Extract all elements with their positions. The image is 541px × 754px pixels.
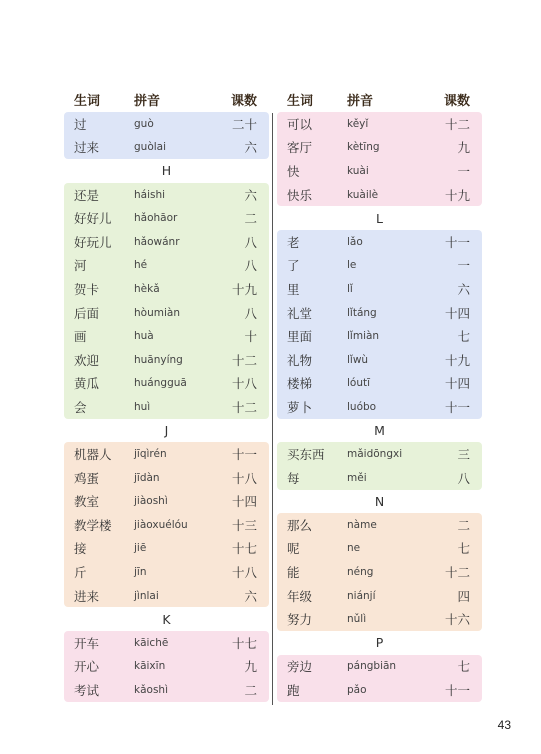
vocab-word: 好玩儿 — [74, 234, 112, 250]
vocab-pinyin: jìnlai — [134, 589, 159, 602]
vocab-word: 萝卜 — [287, 399, 313, 415]
vocab-pinyin: huānyíng — [134, 353, 183, 366]
vocab-row — [277, 301, 482, 325]
vocab-word: 贺卡 — [74, 281, 100, 297]
vocab-pinyin: hèkǎ — [134, 282, 160, 295]
vocab-word: 快乐 — [287, 187, 313, 203]
vocab-lesson: 十八 — [231, 376, 257, 392]
vocab-row — [64, 348, 269, 372]
header-pinyin: 拼音 — [134, 93, 161, 109]
vocab-word: 快 — [287, 163, 300, 179]
vocab-row — [277, 372, 482, 396]
vocab-lesson: 七 — [457, 659, 470, 675]
vocab-row — [277, 537, 482, 561]
vocab-row — [277, 136, 482, 160]
vocab-word: 还是 — [74, 187, 100, 203]
vocab-pinyin: kuài — [347, 164, 369, 177]
vocab-lesson: 十三 — [231, 517, 257, 533]
vocab-lesson: 一 — [457, 163, 470, 179]
vocab-row — [64, 136, 269, 160]
vocab-pinyin: néng — [347, 566, 374, 579]
vocab-word: 鸡蛋 — [74, 470, 100, 486]
vocab-row — [277, 277, 482, 301]
vocab-lesson: 六 — [244, 140, 257, 156]
vocab-word: 跑 — [287, 683, 300, 699]
letter-heading: L — [376, 210, 383, 226]
vocab-pinyin: hé — [134, 259, 148, 272]
left-column-header — [64, 86, 269, 112]
vocab-pinyin: lǐtáng — [347, 306, 377, 319]
vocab-row — [64, 206, 269, 230]
vocab-lesson: 十二 — [231, 352, 257, 368]
vocab-word: 了 — [287, 258, 300, 274]
vocab-lesson: 十一 — [231, 447, 257, 463]
vocab-lesson: 二十 — [231, 116, 257, 132]
vocab-pinyin: pǎo — [347, 684, 367, 697]
vocab-row — [64, 183, 269, 207]
letter-heading: J — [164, 423, 169, 439]
header-lesson: 课数 — [230, 93, 257, 109]
vocab-word: 呢 — [287, 541, 300, 557]
vocab-row — [64, 442, 269, 466]
vocab-pinyin: nàme — [347, 518, 377, 531]
vocab-row — [64, 230, 269, 254]
vocab-pinyin: huángguā — [134, 377, 187, 390]
vocab-lesson: 十六 — [444, 612, 470, 628]
letter-heading: P — [375, 635, 384, 651]
vocab-lesson: 十四 — [231, 494, 257, 510]
vocab-lesson: 七 — [457, 541, 470, 557]
vocab-pinyin: jīqìrén — [134, 448, 167, 461]
vocab-group — [277, 513, 482, 631]
vocab-word: 河 — [74, 258, 87, 274]
vocab-row — [64, 277, 269, 301]
vocab-row — [64, 301, 269, 325]
vocab-row — [64, 560, 269, 584]
vocab-pinyin: niánjí — [347, 589, 376, 602]
vocab-row — [64, 490, 269, 514]
vocab-word: 老 — [287, 234, 300, 250]
vocab-lesson: 三 — [457, 447, 470, 463]
vocab-row — [277, 607, 482, 631]
vocab-group — [64, 183, 269, 419]
header-word: 生词 — [287, 93, 314, 109]
vocab-pinyin: luóbo — [347, 400, 377, 413]
vocab-pinyin: guò — [134, 117, 154, 130]
vocab-word: 画 — [74, 329, 87, 345]
vocab-lesson: 十七 — [231, 635, 257, 651]
vocab-lesson: 十九 — [444, 187, 470, 203]
vocab-row — [64, 678, 269, 702]
vocab-word: 客厅 — [287, 140, 313, 156]
vocab-pinyin: huà — [134, 330, 154, 343]
vocab-row — [277, 513, 482, 537]
vocab-word: 欢迎 — [74, 352, 100, 368]
vocab-word: 会 — [74, 399, 87, 415]
letter-heading: K — [162, 611, 171, 627]
vocab-lesson: 九 — [244, 659, 257, 675]
vocab-row — [64, 254, 269, 278]
vocab-lesson: 七 — [457, 329, 470, 345]
vocab-pinyin: lǐmiàn — [347, 330, 380, 343]
right-column-header — [277, 86, 482, 112]
vocab-row — [277, 254, 482, 278]
vocab-word: 过 — [74, 116, 87, 132]
vocab-lesson: 十四 — [444, 376, 470, 392]
vocab-lesson: 二 — [244, 683, 257, 699]
vocab-word: 礼物 — [287, 352, 313, 368]
vocab-word: 里 — [287, 281, 300, 297]
vocab-lesson: 二 — [244, 211, 257, 227]
vocab-pinyin: lóutī — [347, 377, 371, 390]
vocab-word: 黄瓜 — [74, 376, 100, 392]
vocab-word: 教室 — [74, 494, 100, 510]
vocab-row — [277, 442, 482, 466]
vocab-pinyin: lǐwù — [347, 353, 369, 366]
vocab-row — [277, 159, 482, 183]
vocab-lesson: 十八 — [231, 565, 257, 581]
vocab-word: 接 — [74, 541, 87, 557]
vocab-pinyin: hòumiàn — [134, 306, 180, 319]
vocab-row — [64, 537, 269, 561]
vocab-word: 后面 — [74, 305, 100, 321]
vocab-lesson: 八 — [244, 234, 257, 250]
vocab-word: 好好儿 — [74, 211, 112, 227]
vocab-lesson: 十九 — [444, 352, 470, 368]
header-lesson: 课数 — [443, 93, 470, 109]
vocab-word: 礼堂 — [287, 305, 313, 321]
vocab-lesson: 八 — [457, 470, 470, 486]
letter-heading: H — [161, 163, 172, 179]
vocab-word: 年级 — [287, 588, 313, 604]
vocab-lesson: 十一 — [444, 683, 470, 699]
vocab-lesson: 六 — [244, 187, 257, 203]
vocab-lesson: 一 — [457, 258, 470, 274]
vocab-lesson: 九 — [457, 140, 470, 156]
vocab-pinyin: jiàoxuélóu — [134, 518, 188, 531]
vocab-lesson: 六 — [244, 588, 257, 604]
vocab-row — [64, 112, 269, 136]
vocab-pinyin: nǔlì — [347, 613, 367, 626]
vocab-row — [277, 466, 482, 490]
vocab-pinyin: kěyǐ — [347, 117, 369, 130]
vocab-row — [64, 513, 269, 537]
vocab-pinyin: jīn — [134, 566, 147, 579]
vocab-word: 旁边 — [287, 659, 313, 675]
vocab-pinyin: hǎowánr — [134, 235, 180, 248]
vocab-lesson: 十四 — [444, 305, 470, 321]
vocab-lesson: 二 — [457, 517, 470, 533]
vocab-pinyin: kuàilè — [347, 188, 379, 201]
vocab-lesson: 十一 — [444, 234, 470, 250]
vocab-pinyin: kāixīn — [134, 660, 166, 673]
vocab-pinyin: hǎohāor — [134, 212, 178, 225]
vocab-word: 机器人 — [74, 447, 112, 463]
vocab-row — [277, 348, 482, 372]
right-column — [277, 86, 482, 702]
vocab-group — [64, 442, 269, 607]
vocab-row — [277, 324, 482, 348]
vocab-pinyin: lǎo — [347, 235, 363, 248]
vocab-lesson: 十七 — [231, 541, 257, 557]
vocab-group — [64, 631, 269, 702]
vocab-word: 买东西 — [287, 447, 325, 463]
vocab-pinyin: jiē — [134, 542, 147, 555]
vocab-pinyin: mǎidōngxi — [347, 448, 403, 461]
vocab-row — [277, 183, 482, 207]
vocab-row — [277, 112, 482, 136]
vocab-word: 进来 — [74, 588, 100, 604]
vocab-pinyin: kāichē — [134, 636, 169, 649]
vocab-group — [277, 442, 482, 489]
vocab-pinyin: le — [347, 259, 357, 272]
vocab-row — [277, 678, 482, 702]
vocab-row — [64, 372, 269, 396]
vocab-word: 过来 — [74, 140, 100, 156]
vocab-lesson: 十二 — [444, 565, 470, 581]
column-divider — [272, 113, 273, 705]
vocab-lesson: 十 — [244, 329, 257, 345]
header-word: 生词 — [74, 93, 101, 109]
vocab-row — [277, 560, 482, 584]
vocab-row — [64, 324, 269, 348]
vocab-pinyin: jīdàn — [134, 471, 160, 484]
vocab-row — [277, 230, 482, 254]
vocab-pinyin: ne — [347, 542, 361, 555]
vocab-lesson: 八 — [244, 305, 257, 321]
vocab-word: 教学楼 — [74, 517, 112, 533]
vocab-word: 楼梯 — [287, 376, 313, 392]
vocab-word: 考试 — [74, 683, 100, 699]
vocab-lesson: 十九 — [231, 281, 257, 297]
vocab-lesson: 十二 — [231, 399, 257, 415]
vocab-row — [64, 655, 269, 679]
vocab-lesson: 八 — [244, 258, 257, 274]
vocab-row — [64, 466, 269, 490]
vocab-group — [277, 230, 482, 419]
vocab-row — [64, 584, 269, 608]
vocab-row — [277, 584, 482, 608]
vocab-word: 里面 — [287, 329, 313, 345]
letter-heading: M — [374, 423, 385, 439]
vocab-group — [277, 112, 482, 206]
letter-heading: N — [374, 493, 385, 509]
vocab-word: 可以 — [287, 116, 313, 132]
vocab-row — [277, 395, 482, 419]
vocab-lesson: 六 — [457, 281, 470, 297]
vocab-pinyin: guòlai — [134, 141, 167, 154]
vocab-pinyin: kǎoshì — [134, 684, 168, 697]
vocab-pinyin: kètīng — [347, 141, 380, 154]
header-pinyin: 拼音 — [347, 93, 374, 109]
vocab-word: 努力 — [287, 612, 313, 628]
vocab-word: 能 — [287, 565, 300, 581]
vocab-word: 那么 — [287, 517, 313, 533]
vocab-lesson: 四 — [457, 588, 470, 604]
vocab-pinyin: háishi — [134, 188, 166, 201]
left-column — [64, 86, 269, 702]
page-number: 43 — [497, 718, 511, 732]
vocab-pinyin: huì — [134, 400, 151, 413]
vocab-row — [64, 395, 269, 419]
vocab-word: 每 — [287, 470, 300, 486]
vocab-word: 开心 — [74, 659, 100, 675]
vocab-lesson: 十二 — [444, 116, 470, 132]
vocab-group — [277, 655, 482, 702]
vocab-pinyin: pángbiān — [347, 660, 397, 673]
vocab-group — [64, 112, 269, 159]
vocab-row — [64, 631, 269, 655]
vocab-pinyin: lǐ — [347, 282, 353, 295]
vocab-pinyin: měi — [347, 471, 367, 484]
vocab-pinyin: jiàoshì — [134, 495, 168, 508]
vocab-lesson: 十八 — [231, 470, 257, 486]
vocab-word: 斤 — [74, 565, 87, 581]
vocab-lesson: 十一 — [444, 399, 470, 415]
vocab-word: 开车 — [74, 635, 100, 651]
vocab-row — [277, 655, 482, 679]
